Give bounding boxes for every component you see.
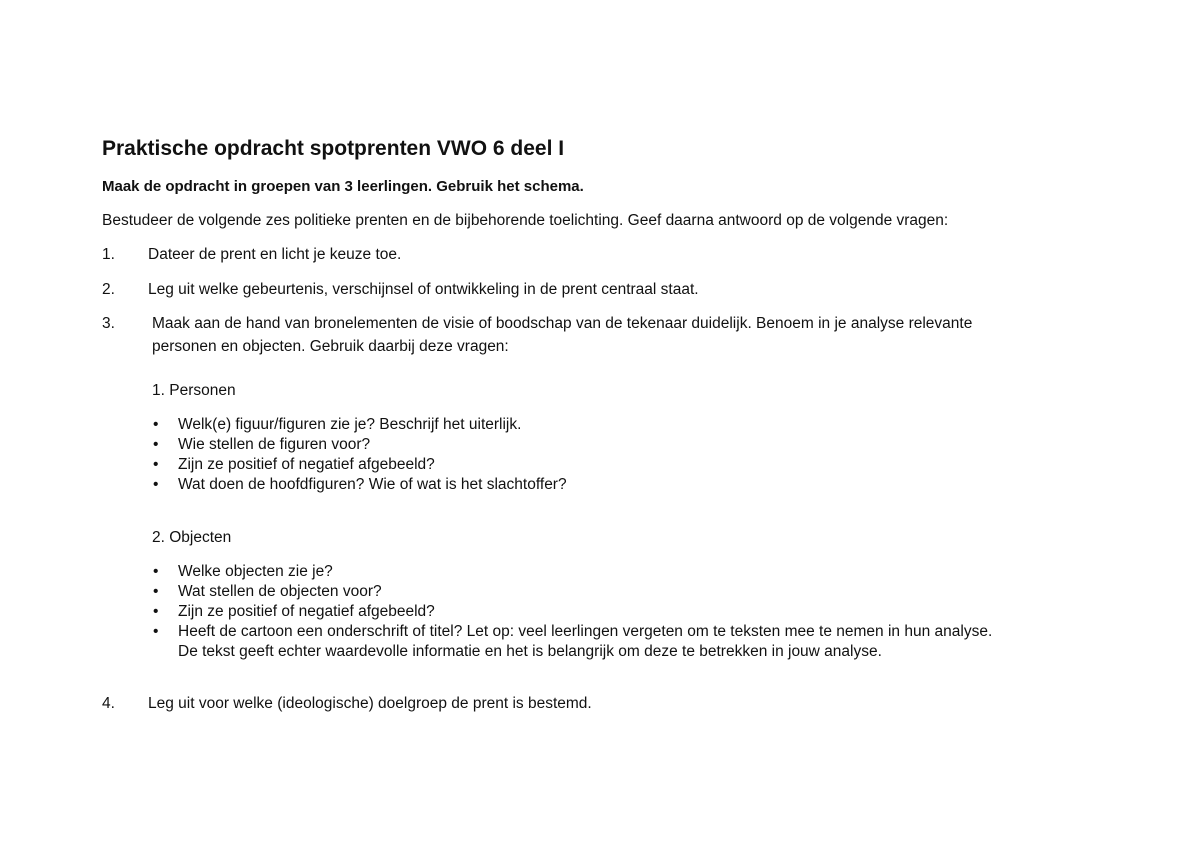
objecten-bullet-1: Welke objecten zie je?	[178, 563, 333, 580]
question-1-number: 1.	[102, 246, 115, 263]
bullet-icon: •	[153, 416, 159, 433]
question-3-text-line1: Maak aan de hand van bronelementen de visie of boodschap van de tekenaar duidelijk. Benoem in je analyse relevante	[152, 315, 973, 332]
question-2-text: Leg uit welke gebeurtenis, verschijnsel of ontwikkeling in de prent centraal staat.	[148, 281, 699, 298]
question-4-number: 4.	[102, 695, 115, 712]
question-4-text: Leg uit voor welke (ideologische) doelgroep de prent is bestemd.	[148, 695, 592, 712]
objecten-bullet-4-continuation: De tekst geeft echter waardevolle informatie en het is belangrijk om deze te betrekken in jouw analyse.	[178, 643, 882, 660]
objecten-bullet-4: Heeft de cartoon een onderschrift of titel? Let op: veel leerlingen vergeten om te teksten mee te nemen in hun analyse.	[178, 623, 993, 640]
section-personen-heading: 1. Personen	[152, 382, 236, 399]
bullet-icon: •	[153, 476, 159, 493]
question-2-number: 2.	[102, 281, 115, 298]
question-3-number: 3.	[102, 315, 115, 332]
question-1-text: Dateer de prent en licht je keuze toe.	[148, 246, 402, 263]
bullet-icon: •	[153, 456, 159, 473]
question-3-text-line2: personen en objecten. Gebruik daarbij deze vragen:	[152, 338, 509, 355]
section-objecten-heading: 2. Objecten	[152, 529, 232, 546]
intro-paragraph: Bestudeer de volgende zes politieke prenten en de bijbehorende toelichting. Geef daarna antwoord op de volgende vragen:	[102, 212, 949, 229]
bullet-icon: •	[153, 603, 159, 620]
bullet-icon: •	[153, 436, 159, 453]
document-title: Praktische opdracht spotprenten VWO 6 deel I	[102, 137, 565, 160]
personen-bullet-4: Wat doen de hoofdfiguren? Wie of wat is het slachtoffer?	[178, 476, 567, 493]
bullet-icon: •	[153, 623, 159, 640]
personen-bullet-2: Wie stellen de figuren voor?	[178, 436, 371, 453]
objecten-bullet-3: Zijn ze positief of negatief afgebeeld?	[178, 603, 435, 620]
bullet-icon: •	[153, 583, 159, 600]
bullet-icon: •	[153, 563, 159, 580]
objecten-bullet-2: Wat stellen de objecten voor?	[178, 583, 382, 600]
personen-bullet-1: Welk(e) figuur/figuren zie je? Beschrijf het uiterlijk.	[178, 416, 522, 433]
document-subtitle: Maak de opdracht in groepen van 3 leerlingen. Gebruik het schema.	[102, 178, 584, 195]
personen-bullet-3: Zijn ze positief of negatief afgebeeld?	[178, 456, 435, 473]
